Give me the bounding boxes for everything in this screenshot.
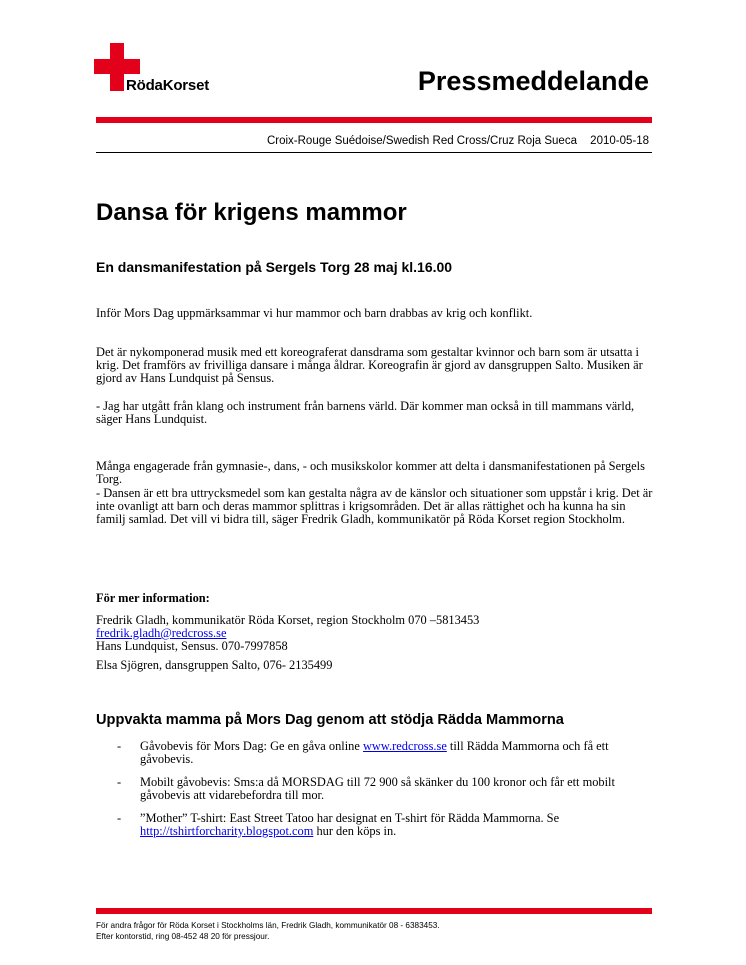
list-item	[96, 740, 656, 766]
contact-hans: Hans Lundquist, Sensus. 070-7997858	[96, 639, 288, 653]
paragraph-schools: Många engagerade från gymnasie-, dans, - och musikskolor kommer att delta i dansmanifestationen på Sergels Torg.	[96, 459, 645, 486]
contact-block	[96, 592, 656, 672]
bullet-dash: -	[117, 775, 122, 789]
header-meta	[257, 135, 649, 147]
support-heading: Uppvakta mamma på Mors Dag genom att stödja Rädda Mammorna	[96, 712, 564, 728]
footer-red-bar	[96, 908, 652, 914]
press-date: 2010-05-18	[590, 135, 649, 147]
article-subtitle: En dansmanifestation på Sergels Torg 28 maj kl.16.00	[96, 259, 453, 275]
contact-elsa: Elsa Sjögren, dansgruppen Salto, 076- 2135499	[96, 658, 333, 672]
mobile-gift-text: Mobilt gåvobevis: Sms:a då MORSDAG till 72 900 så skänker du 100 kronor och får ett mobilt gåvobevis att vidarebefordra till mor.	[140, 775, 615, 802]
footer-line-1: För andra frågor för Röda Korset i Stockholms län, Fredrik Gladh, kommunikatör 08 - 6383453.	[96, 921, 440, 930]
footer-text	[96, 920, 440, 942]
organisation-names: Croix-Rouge Suédoise/Swedish Red Cross/Cruz Roja Sueca	[266, 135, 577, 147]
tshirt-text-end: hur den köps in.	[313, 824, 397, 838]
contact-email-link[interactable]: fredrik.gladh@redcross.se	[96, 626, 227, 640]
bullet-dash: -	[117, 739, 122, 753]
bullet-dash: -	[117, 811, 122, 825]
contact-fredrik: Fredrik Gladh, kommunikatör Röda Korset, region Stockholm 070 –5813453	[96, 613, 480, 627]
document-type-title: Pressmeddelande	[417, 66, 649, 96]
paragraph-quote-hans: - Jag har utgått från klang och instrument från barnens värld. Där kommer man också in till mammans värld, säger Hans Lundquist.	[96, 399, 635, 426]
tshirt-text: ”Mother” T-shirt: East Street Tatoo har designat en T-shirt för Rädda Mammorna. Se	[140, 811, 560, 825]
logo-wordmark: RödaKorset	[126, 77, 210, 94]
footer-line-2: Efter kontorstid, ring 08-452 48 20 för pressjour.	[96, 932, 270, 941]
gift-certificate-text: Gåvobevis för Mors Dag: Ge en gåva online	[140, 739, 363, 753]
gift-certificate-text-end: till Rädda Mammorna och få ett gåvobevis.	[140, 739, 609, 766]
header-red-bar	[96, 117, 652, 123]
red-cross-icon-bar	[94, 59, 140, 74]
paragraph-music: Det är nykomponerad musik med ett koreograferat dansdrama som gestaltar kvinnor och barn som är utsatta i krig. Det framförs av frivilliga dansare i många åldrar. Koreografin är gjord av dansgruppen Salto. Musiken är gjord av Hans Lundquist på Sensus.	[96, 345, 643, 385]
paragraph-quote-fredrik: - Dansen är ett bra uttrycksmedel som kan gestalta några av de känslor och situationer som uppstår i krig. Det är inte ovanligt att barn och deras mammor splittras i krigsområden. Det är allas rättighet och ha kunna ha sin familj samlad. Det vill vi bidra till, säger Fredrik Gladh, kommunikatör på Röda Korset region Stockholm.	[96, 486, 653, 526]
list-item	[96, 812, 656, 838]
article-title: Dansa för krigens mammor	[96, 199, 407, 226]
tshirt-link[interactable]: http://tshirtforcharity.blogspot.com	[140, 824, 314, 838]
contact-label: För mer information:	[96, 591, 210, 605]
red-cross-logo	[94, 43, 234, 93]
paragraph-intro: Inför Mors Dag uppmärksammar vi hur mammor och barn drabbas av krig och konflikt.	[96, 306, 533, 320]
list-item	[96, 776, 656, 802]
support-list	[96, 740, 656, 848]
header-divider	[96, 152, 652, 153]
redcross-link[interactable]: www.redcross.se	[362, 739, 447, 753]
